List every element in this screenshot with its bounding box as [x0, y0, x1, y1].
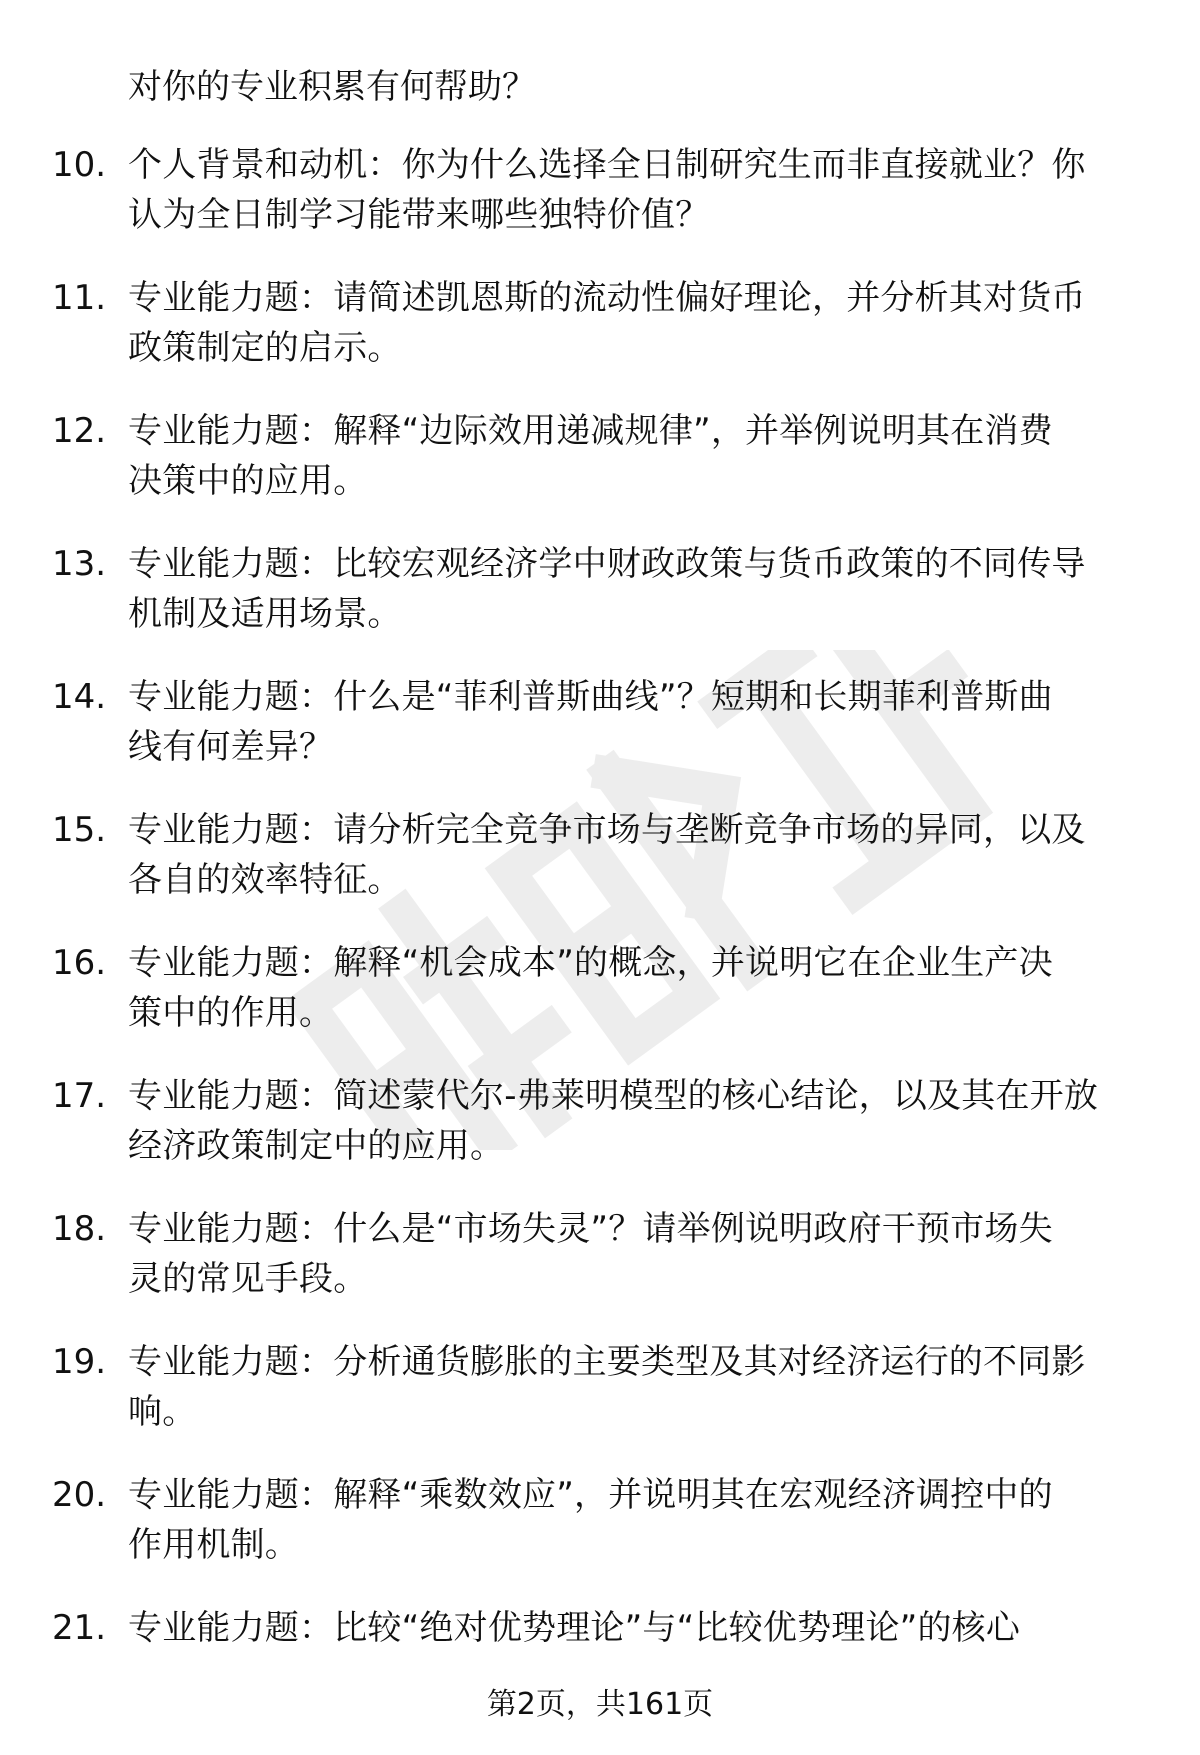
question-line: 决策中的应用。	[128, 461, 368, 501]
question-line: 各自的效率特征。	[128, 860, 402, 900]
question-text	[128, 1603, 1138, 1653]
question-line: 专业能力题：解释“机会成本”的概念，并说明它在企业生产决	[128, 943, 1053, 983]
question-line: 专业能力题：分析通货膨胀的主要类型及其对经济运行的不同影	[128, 1342, 1086, 1382]
question-number: 11.	[52, 278, 107, 318]
question-item	[0, 273, 1200, 381]
question-line: 机制及适用场景。	[128, 594, 402, 634]
question-line: 专业能力题：什么是“市场失灵”？请举例说明政府干预市场失	[128, 1209, 1053, 1249]
question-item	[0, 805, 1200, 913]
question-item	[0, 539, 1200, 647]
question-number: 20.	[52, 1475, 107, 1515]
question-number: 21.	[52, 1608, 107, 1648]
question-item	[0, 1337, 1200, 1445]
question-line: 专业能力题：请简述凯恩斯的流动性偏好理论，并分析其对货币	[128, 278, 1086, 318]
question-text	[128, 1204, 1138, 1304]
question-item	[0, 1071, 1200, 1179]
question-line: 专业能力题：解释“乘数效应”，并说明其在宏观经济调控中的	[128, 1475, 1053, 1515]
question-item	[0, 1470, 1200, 1578]
question-number: 13.	[52, 544, 107, 584]
question-line: 策中的作用。	[128, 993, 334, 1033]
question-text	[128, 539, 1138, 639]
question-item	[0, 672, 1200, 780]
continuation-line: 对你的专业积累有何帮助？	[128, 67, 536, 107]
question-number: 15.	[52, 810, 107, 850]
question-line: 专业能力题：比较宏观经济学中财政政策与货币政策的不同传导	[128, 544, 1086, 584]
question-item	[0, 1204, 1200, 1312]
question-text	[128, 1071, 1138, 1171]
question-number: 19.	[52, 1342, 107, 1382]
question-text	[128, 140, 1138, 240]
question-number: 18.	[52, 1209, 107, 1249]
question-item	[0, 140, 1200, 248]
question-line: 灵的常见手段。	[128, 1259, 368, 1299]
question-number: 16.	[52, 943, 107, 983]
question-line: 作用机制。	[128, 1525, 299, 1565]
question-text	[128, 1470, 1138, 1570]
question-text	[128, 273, 1138, 373]
question-line: 专业能力题：简述蒙代尔-弗莱明模型的核心结论，以及其在开放	[128, 1076, 1099, 1116]
question-text	[128, 1337, 1138, 1437]
question-item	[0, 406, 1200, 514]
question-line: 专业能力题：比较“绝对优势理论”与“比较优势理论”的核心	[128, 1608, 1021, 1648]
question-line: 个人背景和动机：你为什么选择全日制研究生而非直接就业？你	[128, 145, 1086, 185]
question-line: 专业能力题：解释“边际效用递减规律”，并举例说明其在消费	[128, 411, 1053, 451]
page-footer: 第2页，共161页	[486, 1687, 714, 1722]
question-line: 线有何差异？	[128, 727, 334, 767]
question-item	[0, 938, 1200, 1046]
question-number: 14.	[52, 677, 107, 717]
question-text	[128, 938, 1138, 1038]
question-line: 专业能力题：什么是“菲利普斯曲线”？短期和长期菲利普斯曲	[128, 677, 1053, 717]
question-line: 专业能力题：请分析完全竞争市场与垄断竞争市场的异同，以及	[128, 810, 1086, 850]
question-line: 经济政策制定中的应用。	[128, 1126, 505, 1166]
question-line: 响。	[128, 1392, 197, 1432]
question-text	[128, 406, 1138, 506]
question-line: 政策制定的启示。	[128, 328, 402, 368]
question-text	[128, 805, 1138, 905]
question-number: 17.	[52, 1076, 107, 1116]
question-number: 10.	[52, 145, 107, 185]
question-text	[128, 672, 1138, 772]
question-list	[0, 140, 1200, 1736]
question-number: 12.	[52, 411, 107, 451]
question-line: 认为全日制学习能带来哪些独特价值？	[128, 195, 710, 235]
